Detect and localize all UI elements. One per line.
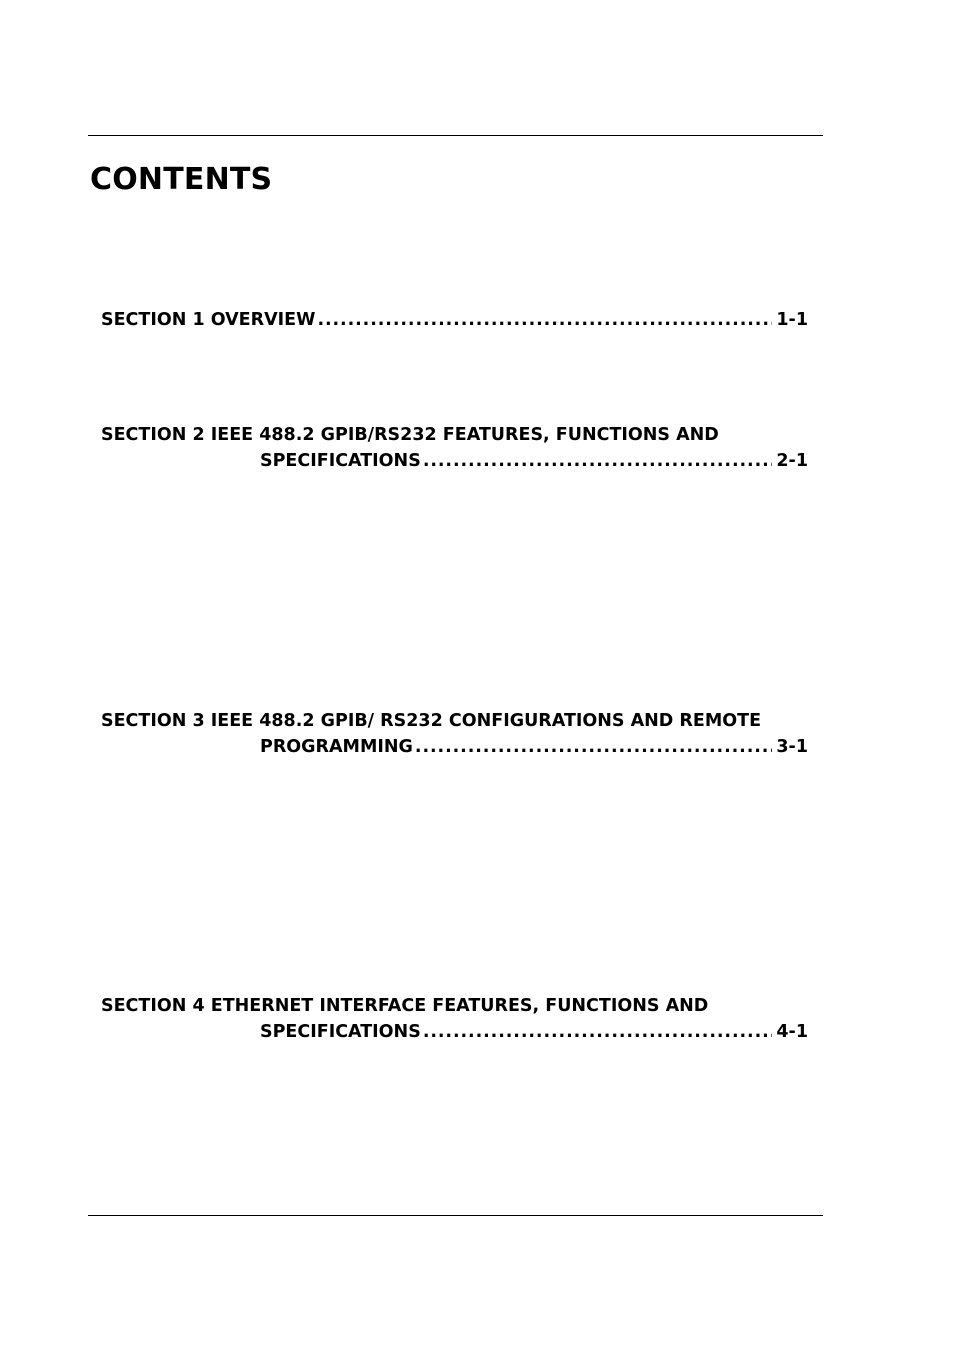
- toc-page-number: 1-1: [776, 310, 808, 330]
- toc-page-number: 2-1: [776, 451, 808, 471]
- toc-entry-line: [101, 708, 808, 734]
- toc-entry-line: [101, 307, 808, 333]
- toc-entry-title: SECTION 2 IEEE 488.2 GPIB/RS232 FEATURES, FUNCTIONS AND: [101, 425, 719, 445]
- toc-entry-line: [101, 993, 808, 1019]
- toc-entry-section-3[interactable]: [101, 708, 808, 760]
- toc-entry-title: SECTION 4 ETHERNET INTERFACE FEATURES, FUNCTIONS AND: [101, 996, 709, 1016]
- toc-dot-leader: [423, 1019, 773, 1045]
- toc-entry-title-cont: SPECIFICATIONS: [260, 451, 421, 471]
- top-rule: [88, 135, 823, 136]
- bottom-rule: [88, 1215, 823, 1216]
- toc-entry-title-cont: SPECIFICATIONS: [260, 1022, 421, 1042]
- toc-page-number: 4-1: [776, 1022, 808, 1042]
- toc-entry-title: SECTION 1 OVERVIEW: [101, 310, 316, 330]
- toc-page-number: 3-1: [776, 737, 808, 757]
- toc-dot-leader: [317, 307, 772, 333]
- toc-entry-title-cont: PROGRAMMING: [260, 737, 413, 757]
- toc-entry-continuation: [101, 734, 808, 760]
- page-title: CONTENTS: [90, 162, 273, 197]
- toc-entry-section-1[interactable]: [101, 307, 808, 333]
- toc-dot-leader: [415, 734, 772, 760]
- toc-entry-continuation: [101, 1019, 808, 1045]
- toc-entry-section-4[interactable]: [101, 993, 808, 1045]
- toc-entry-section-2[interactable]: [101, 422, 808, 474]
- toc-dot-leader: [423, 448, 773, 474]
- toc-entry-title: SECTION 3 IEEE 488.2 GPIB/ RS232 CONFIGURATIONS AND REMOTE: [101, 711, 762, 731]
- toc-entry-continuation: [101, 448, 808, 474]
- toc-entry-line: [101, 422, 808, 448]
